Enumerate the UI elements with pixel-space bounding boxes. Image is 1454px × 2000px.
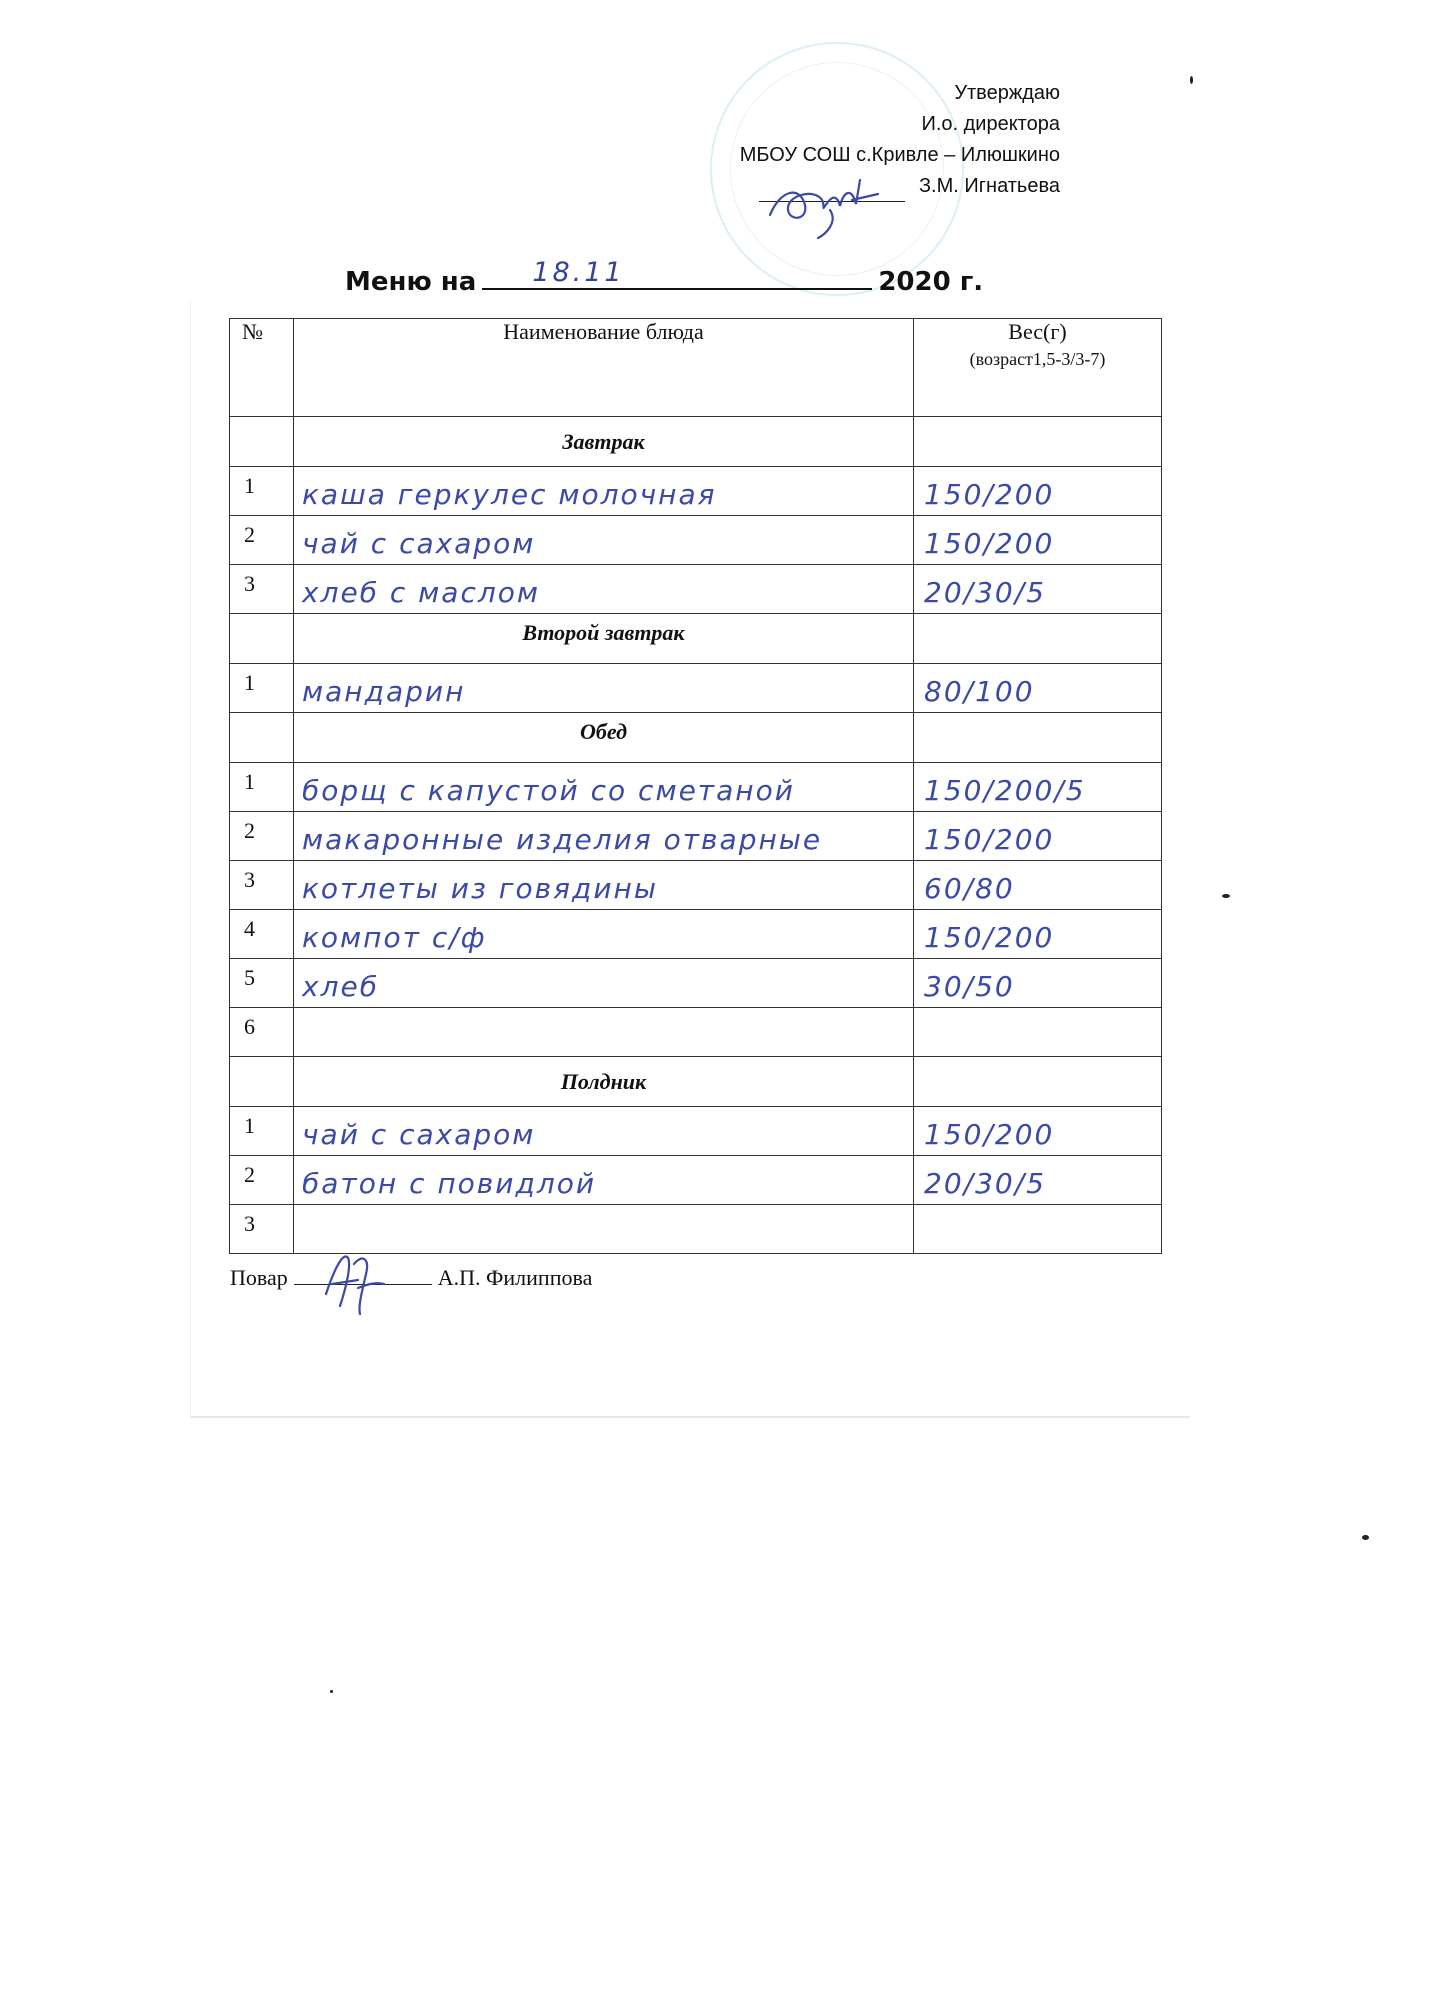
header-name: Наименование блюда xyxy=(294,319,914,417)
table-row xyxy=(230,1008,1162,1057)
item-name: каша геркулес молочная xyxy=(294,467,914,516)
item-weight: 150/200/5 xyxy=(914,763,1162,812)
item-num: 2 xyxy=(230,516,294,565)
item-num: 1 xyxy=(230,1107,294,1156)
item-num: 4 xyxy=(230,910,294,959)
menu-table xyxy=(229,318,1162,1254)
section-row xyxy=(230,614,1162,664)
item-name xyxy=(294,1008,914,1057)
item-weight xyxy=(914,1205,1162,1254)
header-weight-label: Вес(г) xyxy=(1008,319,1067,344)
item-weight: 20/30/5 xyxy=(914,1156,1162,1205)
item-name: батон с повидлой xyxy=(294,1156,914,1205)
item-weight: 60/80 xyxy=(914,861,1162,910)
section-row xyxy=(230,417,1162,467)
menu-title xyxy=(345,257,984,297)
header-weight xyxy=(914,319,1162,417)
table-row xyxy=(230,1156,1162,1205)
item-num: 3 xyxy=(230,1205,294,1254)
cook-signature xyxy=(318,1244,388,1316)
item-num: 6 xyxy=(230,1008,294,1057)
scan-speck xyxy=(330,1690,333,1693)
cook-signature-line xyxy=(230,1264,592,1291)
item-name: борщ с капустой со сметаной xyxy=(294,763,914,812)
table-row xyxy=(230,763,1162,812)
section-title: Второй завтрак xyxy=(294,614,914,664)
item-name: чай с сахаром xyxy=(294,1107,914,1156)
scan-speck xyxy=(1362,1535,1369,1540)
section-title: Завтрак xyxy=(294,417,914,467)
item-weight: 150/200 xyxy=(914,1107,1162,1156)
section-row xyxy=(230,1057,1162,1107)
item-num: 1 xyxy=(230,763,294,812)
item-name: хлеб с маслом xyxy=(294,565,914,614)
title-suffix: 2020 г. xyxy=(878,267,984,297)
scan-edge xyxy=(190,1416,1190,1418)
item-num: 5 xyxy=(230,959,294,1008)
item-name: чай с сахаром xyxy=(294,516,914,565)
approval-signer: З.М. Игнатьева xyxy=(918,175,1060,197)
approval-position: И.о. директора xyxy=(921,113,1060,135)
table-row xyxy=(230,1107,1162,1156)
cook-label: Повар xyxy=(230,1265,288,1290)
date-handwritten: 18.11 xyxy=(532,257,625,288)
table-row xyxy=(230,910,1162,959)
table-row xyxy=(230,959,1162,1008)
approval-school: МБОУ СОШ с.Кривле – Илюшкино xyxy=(739,144,1060,166)
item-num: 1 xyxy=(230,664,294,713)
item-weight xyxy=(914,1008,1162,1057)
scan-edge xyxy=(190,300,191,1416)
item-weight: 150/200 xyxy=(914,910,1162,959)
approval-heading: Утверждаю xyxy=(954,82,1060,104)
section-title: Обед xyxy=(294,713,914,763)
item-num: 2 xyxy=(230,1156,294,1205)
section-row xyxy=(230,713,1162,763)
item-weight: 150/200 xyxy=(914,467,1162,516)
director-signature xyxy=(760,160,890,240)
table-row xyxy=(230,467,1162,516)
scan-speck xyxy=(1190,76,1193,84)
table-row xyxy=(230,516,1162,565)
table-row xyxy=(230,812,1162,861)
item-num: 2 xyxy=(230,812,294,861)
header-num: № xyxy=(230,319,294,417)
section-title: Полдник xyxy=(294,1057,914,1107)
item-name: макаронные изделия отварные xyxy=(294,812,914,861)
date-blank xyxy=(482,257,872,290)
header-weight-age: (возраст1,5-3/3-7) xyxy=(969,349,1106,369)
item-name: мандарин xyxy=(294,664,914,713)
item-name: компот с/ф xyxy=(294,910,914,959)
title-prefix: Меню на xyxy=(345,267,477,297)
item-weight: 150/200 xyxy=(914,516,1162,565)
item-weight: 150/200 xyxy=(914,812,1162,861)
table-header-row xyxy=(230,319,1162,417)
item-name: хлеб xyxy=(294,959,914,1008)
table-row xyxy=(230,565,1162,614)
item-num: 3 xyxy=(230,565,294,614)
item-weight: 20/30/5 xyxy=(914,565,1162,614)
item-name: котлеты из говядины xyxy=(294,861,914,910)
item-weight: 30/50 xyxy=(914,959,1162,1008)
cook-name: А.П. Филиппова xyxy=(437,1265,593,1290)
item-weight: 80/100 xyxy=(914,664,1162,713)
item-num: 1 xyxy=(230,467,294,516)
table-row xyxy=(230,664,1162,713)
table-row xyxy=(230,861,1162,910)
item-num: 3 xyxy=(230,861,294,910)
scan-speck xyxy=(1222,894,1230,898)
